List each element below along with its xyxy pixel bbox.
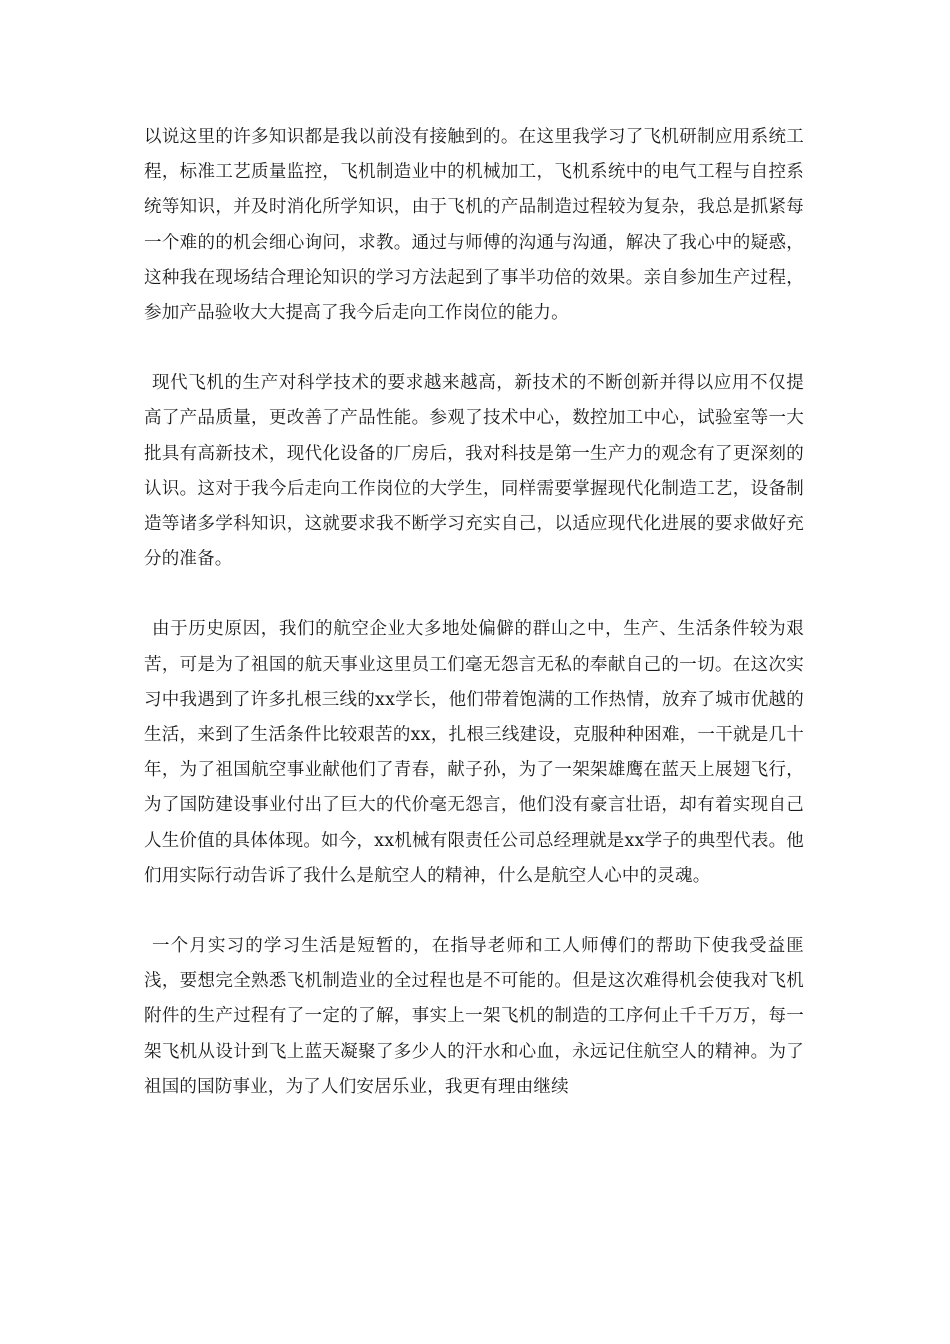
paragraph-4: 一个月实习的学习生活是短暂的，在指导老师和工人师傅们的帮助下使我受益匪浅，要想完全熟悉飞机制造业的全过程也是不可能的。但是这次难得机会使我对飞机附件的生产过程有了一定的了解，事实上一架飞机的制造的工序何止千千万万，每一架飞机从设计到飞上蓝天凝聚了多少人的汗水和心血，永远记住航空人的精神。为了祖国的国防事业，为了人们安居乐业，我更有理由继续	[144, 936, 804, 1097]
paragraph-2: 现代飞机的生产对科学技术的要求越来越高，新技术的不断创新并得以应用不仅提高了产品质量，更改善了产品性能。参观了技术中心，数控加工中心，试验室等一大批具有高新技术，现代化设备的厂房后，我对科技是第一生产力的观念有了更深刻的认识。这对于我今后走向工作岗位的大学生，同样需要掌握现代化制造工艺，设备制造等诸多学科知识，这就要求我不断学习充实自己，以适应现代化进展的要求做好充分的准备。	[144, 373, 804, 570]
paragraph-1: 以说这里的许多知识都是我以前没有接触到的。在这里我学习了飞机研制应用系统工程，标准工艺质量监控，飞机制造业中的机械加工，飞机系统中的电气工程与自控系统等知识，并及时消化所学知识，由于飞机的产品制造过程较为复杂，我总是抓紧每一个难的的机会细心询问，求教。通过与师傅的沟通与沟通，解决了我心中的疑惑，这种我在现场结合理论知识的学习方法起到了事半功倍的效果。亲自参加生产过程，参加产品验收大大提高了我今后走向工作岗位的能力。	[144, 127, 804, 324]
paragraph-3: 由于历史原因，我们的航空企业大多地处偏僻的群山之中，生产、生活条件较为艰苦，可是为了祖国的航天事业这里员工们毫无怨言无私的奉献自己的一切。在这次实习中我遇到了许多扎根三线的xx学长，他们带着饱满的工作热情，放弃了城市优越的生活，来到了生活条件比较艰苦的xx，扎根三线建设，克服种种困难，一干就是几十年，为了祖国航空事业献他们了青春，献子孙，为了一架架雄鹰在蓝天上展翅飞行，为了国防建设事业付出了巨大的代价毫无怨言，他们没有豪言壮语，却有着实现自己人生价值的具体体现。如今，xx机械有限责任公司总经理就是xx学子的典型代表。他们用实际行动告诉了我什么是航空人的精神，什么是航空人心中的灵魂。	[144, 619, 804, 886]
document-body	[144, 120, 804, 1140]
